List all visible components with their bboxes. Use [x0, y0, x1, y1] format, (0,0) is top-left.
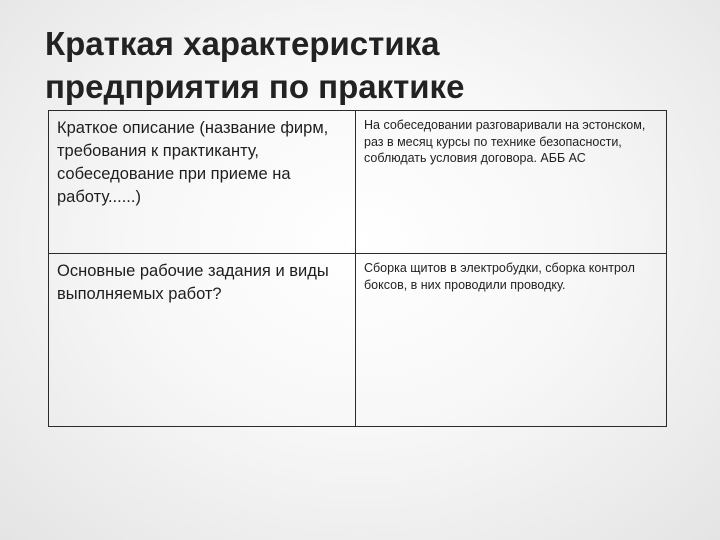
slide-title — [45, 22, 685, 108]
table-row — [49, 254, 667, 427]
question-cell-tasks: Основные рабочие задания и виды выполняемых работ? — [49, 254, 356, 427]
practice-info-table — [48, 110, 667, 427]
question-cell-description: Краткое описание (название фирм, требования к практиканту, собеседование при приеме на работу......) — [49, 111, 356, 254]
answer-cell-tasks: Сборка щитов в электробудки, сборка контрол боксов, в них проводили проводку. — [356, 254, 667, 427]
table-row — [49, 111, 667, 254]
slide-title-line-1: Краткая характеристика — [45, 25, 440, 62]
answer-cell-description: На собеседовании разговаривали на эстонском, раз в месяц курсы по технике безопасности, соблюдать условия договора. АББ АС — [356, 111, 667, 254]
slide-title-line-2: предприятия по практике — [45, 68, 465, 105]
